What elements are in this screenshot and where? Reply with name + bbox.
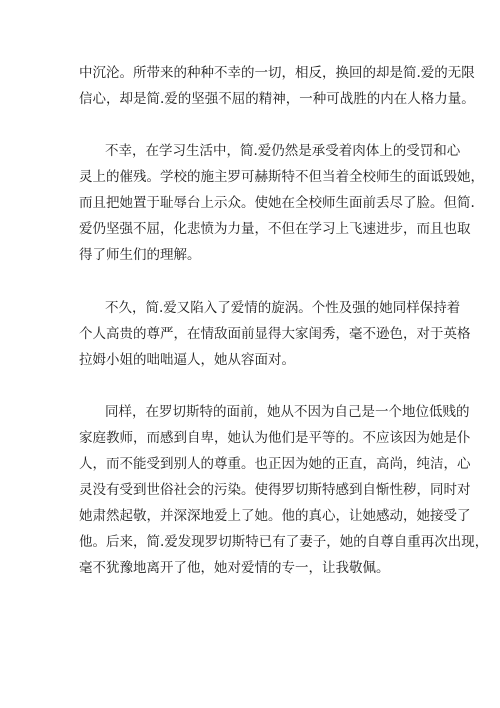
paragraph-1-line-2: 信心，却是简.爱的坚强不屈的精神，一种可战胜的内在人格力量。 [79, 91, 475, 107]
paragraph-4-line-2: 家庭教师，而感到自卑，她认为他们是平等的。不应该因为她是仆 [79, 430, 471, 446]
paragraph-4-line-7: 毫不犹豫地离开了他，她对爱情的专一，让我敬佩。 [79, 560, 390, 576]
paragraph-4-line-5: 她肃然起敬，并深深地爱上了她。他的真心，让她感动，她接受了 [79, 508, 471, 524]
paragraph-1-line-1: 中沉沦。所带来的种种不幸的一切，相反，换回的却是简.爱的无限 [79, 65, 475, 81]
paragraph-4-line-4: 灵没有受到世俗社会的污染。使得罗切斯特感到自惭性秽，同时对 [79, 482, 471, 498]
paragraph-2-line-3: 而且把她置于耻辱台上示众。使她在全校师生面前丢尽了脸。但简. [79, 195, 475, 211]
paragraph-4-line-6: 他。后来，简.爱发现罗切斯特已有了妻子，她的自尊自重再次出现， [79, 534, 489, 550]
paragraph-3-line-2: 个人高贵的尊严，在情敌面前显得大家闺秀，毫不逊色，对于英格 [79, 326, 471, 342]
paragraph-2-line-4: 爱仍坚强不屈，化悲愤为力量，不但在学习上飞速进步，而且也取 [79, 221, 471, 237]
paragraph-2-line-5: 得了师生们的理解。 [79, 247, 201, 263]
paragraph-4-line-3: 人，而不能受到别人的尊重。也正因为她的正直，高尚，纯洁，心 [79, 456, 471, 472]
paragraph-2-line-1: 不幸，在学习生活中，简.爱仍然是承受着肉体上的受罚和心 [105, 143, 461, 159]
paragraph-4-line-1: 同样，在罗切斯特的面前，她从不因为自己是一个地位低贱的 [105, 404, 470, 420]
paragraph-3-line-1: 不久，简.爱又陷入了爱情的旋涡。个性及强的她同样保持着 [105, 300, 461, 316]
paragraph-2-line-2: 灵上的催残。学校的施主罗可赫斯特不但当着全校师生的面诋毁她， [79, 169, 484, 185]
paragraph-3-line-3: 拉姆小姐的咄咄逼人，她从容面对。 [79, 352, 295, 368]
